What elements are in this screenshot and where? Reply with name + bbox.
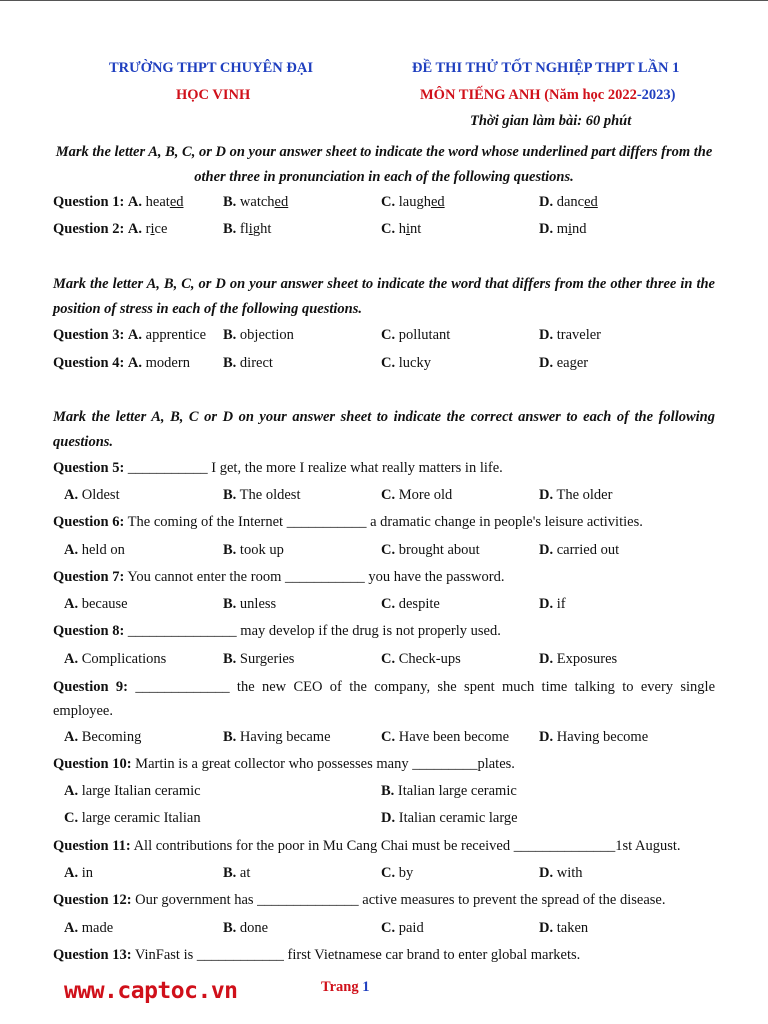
question-number: Question 3: bbox=[53, 327, 125, 343]
option-b: B. Surgeries bbox=[223, 651, 295, 667]
option-b: B. done bbox=[223, 920, 269, 936]
option-b: B. at bbox=[223, 865, 251, 881]
option-d: D. Having become bbox=[539, 729, 649, 745]
option-d: D. if bbox=[539, 596, 566, 612]
question-9-stem: Question 9: _____________ the new CEO of the company, she spent much time talking to every single employee. bbox=[53, 679, 716, 719]
option-c: C. Check-ups bbox=[381, 651, 461, 667]
question-13-stem: Question 13: VinFast is ____________ first Vietnamese car brand to enter global markets. bbox=[53, 947, 581, 963]
footer-page-number: Trang 1 bbox=[321, 979, 370, 995]
question-12-stem: Question 12: Our government has ______________ active measures to prevent the spread of the disease. bbox=[53, 892, 666, 908]
question-8-options bbox=[64, 651, 726, 671]
option-a: A. Complications bbox=[64, 651, 167, 667]
question-10-stem: Question 10: Martin is a great collector who possesses many _________plates. bbox=[53, 756, 515, 772]
question-number: Question 4: bbox=[53, 355, 125, 371]
question-7-stem: Question 7: You cannot enter the room ___________ you have the password. bbox=[53, 569, 505, 585]
option-d: D. Exposures bbox=[539, 651, 618, 667]
question-10-options-ab bbox=[64, 783, 726, 803]
option-c: C. More old bbox=[381, 487, 453, 503]
question-10-options-cd bbox=[64, 810, 726, 830]
option-b: B. Having became bbox=[223, 729, 331, 745]
question-4: Question 4: A. modern B. direct C. lucky D. eager bbox=[53, 355, 589, 371]
option-d: D. mind bbox=[539, 221, 587, 237]
option-c: C. pollutant bbox=[381, 327, 451, 343]
question-3: Question 3: A. apprentice B. objection C. pollutant D. traveler bbox=[53, 327, 602, 343]
option-a: A. held on bbox=[64, 542, 125, 558]
question-11-stem: Question 11: All contributions for the poor in Mu Cang Chai must be received ______________1st August. bbox=[53, 838, 681, 854]
question-5-options bbox=[64, 487, 726, 507]
option-c: C. lucky bbox=[381, 355, 431, 371]
option-c: C. large ceramic Italian bbox=[64, 810, 201, 826]
option-d: D. The older bbox=[539, 487, 613, 503]
option-d: D. taken bbox=[539, 920, 589, 936]
question-number: Question 2: bbox=[53, 221, 125, 237]
option-c: C. brought about bbox=[381, 542, 480, 558]
option-b: B. watched bbox=[223, 194, 289, 210]
option-a: A. made bbox=[64, 920, 114, 936]
option-d: D. with bbox=[539, 865, 583, 881]
option-d: D. Italian ceramic large bbox=[381, 810, 518, 826]
question-7-options bbox=[64, 596, 726, 616]
option-d: D. carried out bbox=[539, 542, 620, 558]
option-b: B. Italian large ceramic bbox=[381, 783, 517, 799]
question-9-options bbox=[64, 729, 726, 749]
question-8-stem: Question 8: _______________ may develop if the drug is not properly used. bbox=[53, 623, 501, 639]
exam-subject: MÔN TIẾNG ANH (Năm học 2022-2023) bbox=[420, 87, 676, 103]
option-b: B. unless bbox=[223, 596, 277, 612]
top-border bbox=[0, 0, 768, 1]
option-b: B. The oldest bbox=[223, 487, 301, 503]
option-a: A. in bbox=[64, 865, 94, 881]
question-number: Question 1: bbox=[53, 194, 125, 210]
school-name-line1: TRƯỜNG THPT CHUYÊN ĐẠI bbox=[109, 60, 313, 76]
option-d: D. traveler bbox=[539, 327, 602, 343]
option-b: B. objection bbox=[223, 327, 294, 343]
option-a: A. Becoming bbox=[64, 729, 142, 745]
option-b: B. direct bbox=[223, 355, 273, 371]
question-11-options bbox=[64, 865, 726, 885]
question-6-options bbox=[64, 542, 726, 562]
question-2: Question 2: A. rice B. flight C. hint D. mind bbox=[53, 221, 587, 237]
option-a: A. Oldest bbox=[64, 487, 120, 503]
option-b: B. flight bbox=[223, 221, 272, 237]
exam-title: ĐỀ THI THỬ TỐT NGHIỆP THPT LẦN 1 bbox=[412, 60, 680, 76]
instruction-pronunciation: Mark the letter A, B, C, or D on your answer sheet to indicate the word whose underlined part differs from the other three in pronunciation in each of the following questions. bbox=[55, 144, 713, 185]
option-b: B. took up bbox=[223, 542, 284, 558]
option-d: D. danced bbox=[539, 194, 598, 210]
option-c: C. laughed bbox=[381, 194, 445, 210]
instruction-correct-answer: Mark the letter A, B, C or D on your answer sheet to indicate the correct answer to each of the following questions. bbox=[53, 409, 715, 450]
question-1: Question 1: A. heated B. watched C. laughed D. danced bbox=[53, 194, 598, 210]
option-c: C. despite bbox=[381, 596, 440, 612]
school-name-line2: HỌC VINH bbox=[176, 87, 251, 103]
footer-website: www.captoc.vn bbox=[64, 978, 238, 1004]
option-a: A. because bbox=[64, 596, 128, 612]
option-c: C. paid bbox=[381, 920, 424, 936]
option-c: C. by bbox=[381, 865, 414, 881]
option-a: A. large Italian ceramic bbox=[64, 783, 201, 799]
question-12-options bbox=[64, 920, 726, 940]
question-5-stem: Question 5: ___________ I get, the more I realize what really matters in life. bbox=[53, 460, 503, 476]
question-6-stem: Question 6: The coming of the Internet ___________ a dramatic change in people's leisure activities. bbox=[53, 514, 643, 530]
option-d: D. eager bbox=[539, 355, 589, 371]
option-c: C. hint bbox=[381, 221, 422, 237]
option-c: C. Have been become bbox=[381, 729, 510, 745]
instruction-stress: Mark the letter A, B, C, or D on your answer sheet to indicate the word that differs from the other three in the position of stress in each of the following questions. bbox=[53, 276, 715, 317]
exam-time: Thời gian làm bài: 60 phút bbox=[470, 113, 632, 129]
